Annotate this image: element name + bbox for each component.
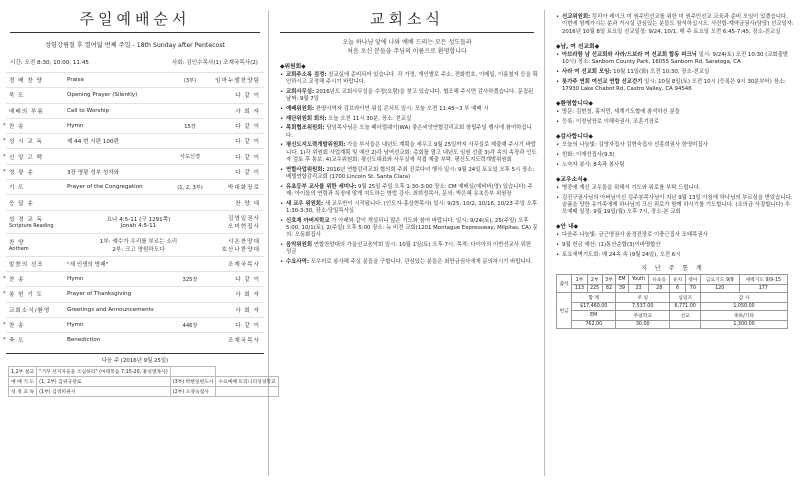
news-item: • 9월 헌금 예산: (1)통산순합(3)이바명합산 [556, 242, 794, 249]
scripture-line1: 요나 4:5-11 (구 1291쪽) [106, 216, 171, 223]
order-row [6, 256, 264, 271]
next-week-table [8, 366, 279, 397]
news-head: 신호재 아버지학교 [286, 217, 330, 224]
duty-row [9, 387, 279, 397]
news-body: 연합찬양대의 가을선교음악회 일시: 10월 1일(토) 오후 7시, 목적: 다이아의 이반선교사 위한 성금 [286, 241, 532, 256]
anthem-label-en: Anthem [9, 245, 29, 252]
order-row [3, 118, 264, 133]
star-icon: * [3, 322, 6, 328]
stat-header: 유치 [670, 275, 685, 285]
duty-cell: (2부) 오양숙집사 [170, 387, 216, 397]
stat-header: 1부 [572, 275, 587, 285]
welcome-list [556, 109, 794, 126]
scripture-row [6, 210, 264, 233]
order-row [3, 148, 264, 163]
order-mid: 사도신경 [179, 154, 201, 161]
scripture-label-en: Scripture Reading [9, 222, 54, 229]
stat-header: 금요기도 9/9 [701, 275, 740, 285]
order-who: 조재국목사 [227, 261, 260, 268]
news-item [280, 142, 538, 164]
star-icon: * [3, 168, 6, 175]
news-column-right [552, 0, 794, 486]
news-item: • 노숙자 봉사: 8속과 봉사팀 [556, 162, 794, 169]
offering-row [557, 311, 788, 321]
section-guide: ◆안 내◆ [556, 224, 579, 231]
news-head: 아브라함 남 선교회와 사라/드보라 여 선교회 합동 피크닉 [562, 51, 697, 58]
star-icon: * [3, 138, 6, 145]
stat-value: 120 [701, 285, 740, 293]
star-icon: * [3, 291, 6, 298]
news-head: 평신도지도력개발위원회: [286, 142, 346, 149]
stat-value: 70 [685, 285, 700, 293]
service-info [10, 58, 264, 66]
order-desc: 3장 영광 성부 성자와 [67, 169, 120, 176]
order-item: 응 답 송 [9, 200, 34, 207]
order-who: 다 같 이 [235, 93, 260, 100]
news-item: • 헌화: 이재선집사(9.5) [556, 152, 794, 159]
duty-cell: (1, 2부) 김위규장로 [37, 377, 171, 387]
stat-value: 82 [602, 285, 615, 293]
order-item: 봉 헌 기 도 [9, 292, 43, 299]
section-committee: ◆위원회◆ [280, 64, 306, 70]
prayer-list [556, 185, 794, 217]
order-desc: Hymn [67, 322, 84, 328]
news-head: 예배위원회: [286, 105, 315, 112]
section-prayer: ◆교우소식◆ [556, 176, 588, 183]
stat-header: Youth [628, 275, 648, 285]
stat-header-row [557, 275, 788, 285]
stat-header: 영아 [685, 275, 700, 285]
offering-cell: 주일학교 [616, 311, 670, 321]
news-body: 담임목사님은 오늘 페더럴웨이(WA) 좋은씨앗연합감리교회 창립주일 행사에 참여하십니다. [286, 125, 532, 139]
offering-row [557, 293, 788, 303]
stat-value: 28 [649, 285, 670, 293]
attendance-label: 출석 [557, 275, 572, 293]
order-item: 찬 송 [9, 323, 25, 329]
stat-value: 6 [670, 285, 685, 293]
order-who: 다 같 이 [235, 323, 260, 329]
order-list-2 [3, 256, 264, 348]
stat-header: 새벽기도 9/9-15 [739, 275, 787, 285]
star-icon: * [3, 276, 6, 283]
offering-title: 지 난 주 통 계 [641, 265, 705, 273]
order-desc: Call to Worship [67, 107, 110, 114]
service-leader: 사회: 김인수목사(1) 조재국목사(2) [171, 60, 258, 66]
news-item [280, 242, 538, 257]
stat-value: 113 [572, 285, 587, 293]
mission-news [556, 14, 794, 36]
news-item: • 오늘의 나눔빛: 김영자집사 김현숙집사 선흥희권사 한영미집사 [556, 142, 794, 149]
news-item: • 토요새벽기도회: 매 24속 속 (9월 24일), 오전 6시 [556, 252, 794, 259]
news-head: 음악위원회 [286, 241, 313, 248]
duty-row [9, 367, 279, 377]
stat-value: 177 [739, 285, 787, 293]
news-head: 수요사역: [286, 258, 309, 265]
offering-cell: 십일조 [670, 293, 701, 303]
offering-cell: 30.00 [616, 321, 670, 329]
duty-cell: 성 경 교 독 [9, 387, 37, 397]
order-desc: 제 44 번 시편 100편 [67, 139, 119, 146]
news-body: 찬양사역자 김브라이언 워십 콘서트 일시: 오늘 오전 11:45~3 부 예배 시 [315, 105, 489, 112]
offering-cell: 선교 [670, 311, 701, 321]
order-who: 찬 양 대 [235, 200, 260, 207]
order-item: 성 시 교 독 [9, 139, 43, 146]
order-who: 사 회 자 [235, 108, 260, 115]
stat-value: 23 [628, 285, 648, 293]
news-body: 10월 11일(화) 오전 10:30, 장소-친교실 [613, 68, 710, 75]
stat-header: 유초등 [649, 275, 670, 285]
order-item: 찬 송 [9, 277, 25, 284]
order-mid: (1, 2, 3부) [177, 184, 203, 191]
stat-header: EM [616, 275, 629, 285]
news-body: 일시: 10월 8일(토) 오전 10시 (등록은 9시 30분부터) 장소: 17930 Lake Chabot Rd, Castro Valley, CA 94546 [562, 78, 786, 92]
anthem-line2: 2부: 크고 영원하도다 [112, 246, 165, 253]
order-item: 예배의 부름 [9, 108, 44, 115]
order-row [6, 179, 264, 194]
duty-cell: (1부) 김영희권사 [37, 387, 171, 397]
welcome-intro [276, 39, 538, 56]
order-who: 임마누엘찬양팀 [215, 78, 260, 85]
stat-value: 225 [587, 285, 602, 293]
order-row [6, 302, 264, 317]
news-item [280, 116, 538, 123]
news-body: 2016년 연합감리교회 협의회 주최 진로다녀 행사 일시: 9월 24일 토요일 오후 5시 장소: 베델연합감리교회 (1700 Lincoln St. Santa Clara) [286, 166, 535, 180]
next-week-title: 다음 주 (2016년 9월 25일) [6, 353, 264, 364]
star-icon: * [3, 153, 6, 160]
order-item: 축 도 [9, 338, 25, 345]
news-title: 교회소식 [370, 10, 444, 28]
news-body: 9월 25일 주일 오후 1:30-3:00 장소: CM 예배실(예비비(영) 있습니다) 주제: 아이들의 연령과 특징에 맞게 지도하는 방법 강사: 최희정목사, 문의: 박은혜 유초등부 위원장 [286, 183, 533, 197]
offering-row [557, 321, 788, 329]
worship-subtitle: 성령강림절 후 열여덟 번째 주일 - 18th Sunday after Pentecost [45, 42, 225, 49]
news-head: 선교위원회: [562, 14, 591, 20]
news-column [276, 0, 538, 486]
duty-cell: "거꾸 선지자들을 조심하라" (마태복음 7:15-20, 홍성열목사) [37, 367, 171, 377]
offering-cell: 1,300.00 [701, 321, 788, 329]
news-item [280, 167, 538, 182]
scripture-line2: Jonah 4:5-11 [120, 222, 157, 229]
order-row [3, 317, 264, 332]
order-desc: Benediction [67, 337, 101, 344]
offering-cell: 주 일 [616, 293, 670, 303]
stat-header: 3부 [602, 275, 615, 285]
news-body: 새 교우반이 시작됩니다. (인도자-홍상현목사) 일시: 9/25, 10/2, 10/16, 10/23 주일 오후 1:30-3:30, 장소-당일목사실 [286, 200, 538, 214]
anthem-row [6, 233, 264, 256]
offering-cell: 축하/기타 [701, 311, 788, 321]
order-item: 기 도 [9, 185, 25, 192]
order-item: 묵 도 [9, 93, 25, 100]
order-desc: Opening Prayer (Silently) [67, 92, 138, 99]
news-body: 2016년도 교회사무실을 수정(요람)을 찾고 있습니다. 협조해 주시면 감사하겠습니다. 문집된 날짜: 9월 7일 [286, 88, 534, 103]
news-item [556, 79, 794, 94]
intro-line1: 오늘 하나님 앞에 나와 예배 드리는 모든 성도들과 [342, 39, 472, 46]
star-icon: * [3, 123, 6, 130]
order-row [3, 271, 264, 286]
order-who: 사 회 자 [235, 292, 260, 299]
offering-label: 헌금 [557, 293, 572, 329]
scripture-label: 성 경 교 독 [9, 216, 43, 223]
section-mission-groups: ◆남, 여 선교회◆ [556, 43, 600, 50]
duty-cell: (3부) 박현일헌도사 [170, 377, 216, 387]
offering-cell: $17,460.00 [572, 303, 616, 311]
news-item [280, 125, 538, 140]
order-desc: Prayer of Thanksgiving [67, 291, 132, 298]
news-item [556, 69, 794, 76]
order-desc: Hymn [67, 123, 84, 130]
news-item [556, 14, 794, 36]
duty-row [9, 377, 279, 387]
news-item [280, 89, 538, 104]
news-item [280, 72, 538, 87]
order-mid: 15장 [184, 123, 196, 130]
order-row [6, 72, 264, 87]
offering-cell [670, 321, 701, 329]
worship-order-title: 주일예배순서 [79, 10, 191, 28]
news-item: • 김진구권사님의 아버님이신 김주봉목사님이 지난 9월 13일 아침에 하나님의 부르심을 받았습니다. 슬픔을 당한 유가족에게 하나님의 크신 위로가 함께 하시기를 기도합니다. (조의금 사절합니다) 추모예배 일정: 9월 19일(월) 오후 7시, 장소-본 교회 [556, 195, 794, 217]
offering-cell: 6,771.00 [670, 303, 701, 311]
section-welcome: ◆환영합니다◆ [556, 101, 593, 108]
news-head: 룻가주 연회 여선교 연합 선교걷기 [562, 78, 643, 85]
order-list [3, 72, 264, 210]
order-item: 교회소식/환영 [9, 307, 51, 314]
stat-header: 2부 [587, 275, 602, 285]
news-head: 연합사업위원회: [286, 166, 325, 173]
order-item: 경 배 찬 양 [9, 78, 43, 85]
order-who: 다 같 이 [235, 124, 260, 131]
order-who: 사 회 자 [235, 307, 260, 314]
news-body: 친교실에 준비되어 있습니다. 각 가정, 개인별로 주소, 전화번호, 이메일, 이름철자 등을 확인하시고 교정해 주시기 바랍니다. [286, 72, 538, 86]
order-who: 다 같 이 [235, 277, 260, 284]
offering-cell: 1,050.00 [701, 303, 788, 311]
order-who: 다 같 이 [235, 139, 260, 146]
order-row [3, 332, 264, 347]
order-who: 다 같 이 [235, 154, 260, 161]
news-item [280, 106, 538, 113]
offering-cell: 7,537.00 [616, 303, 670, 311]
star-icon: * [3, 337, 6, 344]
news-head: 새 교우 위원회: [286, 200, 324, 207]
order-row [3, 164, 264, 179]
news-body: 일시: 9/24(토) 오전 10:30 (교회출발 10시) 장소: Sanborn County Park, 16055 Sanborn Rd, Saratoga, CA [562, 51, 789, 66]
order-who: 다 같 이 [235, 169, 260, 176]
column-divider [544, 10, 545, 476]
order-desc: Hymn [67, 276, 84, 283]
news-body: 도우미로 봉사해 주실 분들을 구합니다. 관심있는 분들은 최만금권사에게 문의하시기 바랍니다. [310, 258, 533, 265]
order-item: 신 앙 고 백 [9, 154, 43, 161]
news-body: 가 아래와 같이 개설되니 많은 기도와 참여 바랍니다. 일시: 9/24(토), 25(주일) 오후 5:00, 10/1(토), 2(주일) 오후 5:00 장소: 뉴 비젼 교회(1201 Montague Expressway, Milpitas, CA) 문의: 오동화집사 [286, 217, 538, 239]
worship-order-column [3, 0, 276, 486]
order-item: 영 광 송 [9, 169, 34, 176]
order-row [6, 103, 264, 118]
order-who: 조재국목사 [227, 338, 260, 345]
order-desc: Prayer of the Congregation [67, 184, 143, 191]
mission-group-news [556, 52, 794, 93]
column-divider [268, 10, 269, 476]
news-head: 교회주소록 검정: [286, 72, 327, 78]
offering-cell: EM [572, 311, 616, 321]
duty-cell [216, 387, 278, 397]
order-desc: Greetings and Announcements [67, 306, 154, 313]
news-head: 목회협조위원회: [286, 125, 325, 132]
stat-value-row [557, 285, 788, 293]
news-head: 유초등부 교사를 위한 세미나: [286, 183, 357, 190]
news-item: • 병중에 계신 교우들을 위해서 기도와 위로를 부탁 드립니다. [556, 185, 794, 192]
anthem-label: 찬 양 [9, 239, 25, 246]
offering-cell: 합 계 [572, 293, 616, 303]
order-item: 찬 송 [9, 124, 25, 131]
anthem-choir1: 시온찬양대 [227, 238, 260, 245]
news-item: • 방문: 김현정, 홍지민, 세계기도협에 참석하신 분들 [556, 109, 794, 116]
scripture-reader1: 김영일권사 [227, 215, 260, 222]
news-item [280, 201, 538, 216]
anthem-line1: 1부: 예수가 우리를 부르는 소리 [99, 238, 178, 245]
duty-cell: 수요예배 트리니티성경학교 [216, 377, 278, 387]
news-head: 사라 여 선교회 모임: [562, 68, 612, 75]
news-list [280, 72, 538, 266]
news-item [280, 259, 538, 266]
order-row [6, 87, 264, 102]
news-item [280, 184, 538, 199]
news-item: • 등록: 이정남장로 이혜숙권사, 조훈기장로 [556, 119, 794, 126]
news-body: 킹리아 레이크 미 원주민선교를 위한 미 원주민선교 교육과 준비 모임이 있겠습니다. 이번에 함께가시는 분과 가시실 관심있는 분들도 참석하십시오. 사진합-계약금권사(담당) 선교일자: 2016년 10월 8일 토요일 선교일정: 9/24, 10/1, 매 주 토요일 오전 6:45-7:45, 장소-친교실 [562, 14, 794, 35]
guide-list [556, 232, 794, 259]
order-mid: (3부) [183, 77, 197, 84]
news-body: 오늘 오전 11시 30분, 장소: 친교실 [328, 115, 412, 122]
duty-cell [170, 367, 216, 377]
duty-cell: 예 배 기 도 [9, 377, 37, 387]
order-desc: Praise [67, 77, 84, 84]
offering-row [557, 303, 788, 311]
order-row [6, 194, 264, 209]
news-item [556, 52, 794, 67]
stat-value: 39 [616, 285, 629, 293]
order-mid: 446장 [182, 322, 198, 329]
order-row [3, 286, 264, 301]
offering-cell: 762.00 [572, 321, 616, 329]
news-body: 가을 부서들은 내년도 계획을 세우고 9월 25일까지 사무실로 제출해 주시기 바랍니다. 1)각 위원회 사업계획 및 예산 2)각 남여선교회: 총회를 열고 내년도 임원 선출 3)각 속의 속장과 인도자 검토 후 통보. 4)교우위원회: 평신도대표와 사무실에 직접 제출 부탁. 평신도지도력개발위원회 [286, 142, 537, 163]
statistics-table [556, 274, 788, 329]
order-row [3, 133, 264, 148]
news-head: 재단위원회 회의: [286, 115, 327, 122]
order-who: 박대화장로 [227, 185, 260, 192]
duty-cell: 1,2부 설교 [9, 367, 37, 377]
order-item: 말씀의 선포 [9, 261, 44, 268]
scripture-reader2: 오미현집사 [227, 223, 260, 230]
offering-cell: 감 사 [701, 293, 788, 303]
service-time: 시간: 오전 8:30, 10:00, 11:45 [10, 60, 89, 66]
anthem-choir2: 호산나찬양대 [221, 246, 260, 253]
intro-line2: 처음 오신 분들을 주님의 이름으로 환영합니다 [347, 47, 467, 55]
order-desc: "세 인생의 방패" [67, 261, 109, 268]
news-head: 교회사무실: [286, 88, 315, 95]
section-thanks: ◆감사합니다◆ [556, 134, 593, 141]
news-item [280, 218, 538, 240]
news-item: • 다음주 나눔빛: 금근영권사 윤정진장로 이충근집사 조태목권사 [556, 232, 794, 239]
thanks-list [556, 142, 794, 169]
order-mid: 325장 [182, 276, 198, 283]
